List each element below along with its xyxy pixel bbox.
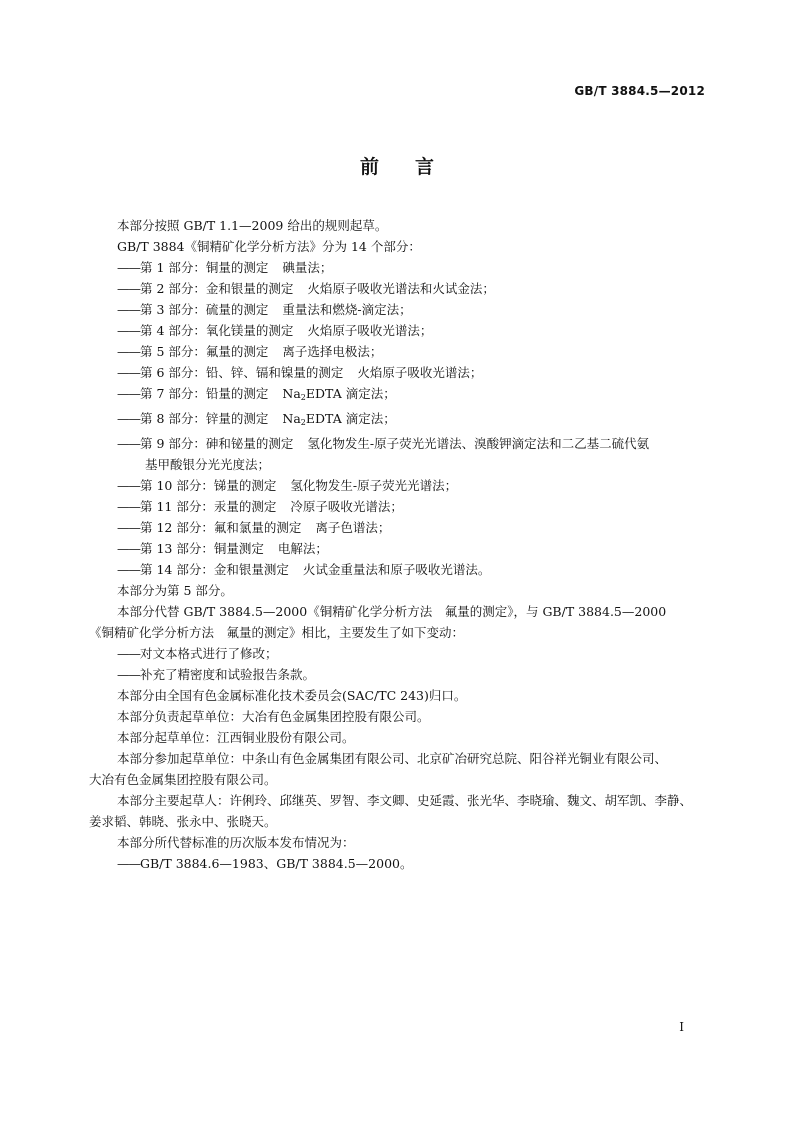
part-label: 第 13 部分：铜量测定 [140,541,264,556]
title-char-1: 前 [359,156,379,178]
part-item: ——第 5 部分：氟量的测定 离子选择电极法； [117,344,383,359]
part-item: ——第 6 部分：铅、锌、镉和镍量的测定 火焰原子吸收光谱法； [117,365,483,380]
part-method: 火试金重量法和原子吸收光谱法。 [302,562,491,577]
paragraph-main-drafters-line2: 姜求韬、韩晓、张永中、张晓天。 [89,814,277,829]
part-item: ——第 7 部分：铅量的测定 $Na_2EDTA$ 滴定法； [117,386,396,402]
part-method: 离子选择电极法； [282,344,383,359]
part-item: ——第 14 部分：金和银量测定 火试金重量法和原子吸收光谱法。 [117,562,491,577]
part-label: 第 7 部分：铅量的测定 [140,386,269,401]
part-label: 第 4 部分：氧化镁量的测定 [140,323,294,338]
paragraph-replaces-line1: 本部分代替 GB/T 3884.5—2000《铜精矿化学分析方法 氟量的测定》，与 GB/T 3884.5—2000 [117,604,667,619]
part-item: ——第 13 部分：铜量测定 电解法； [117,541,328,556]
history-item: ——GB/T 3884.6—1983、GB/T 3884.5—2000。 [117,856,413,871]
part-label: 第 9 部分：砷和铋量的测定 [140,436,294,451]
part-method: 冷原子吸收光谱法； [290,499,403,514]
paragraph-history-intro: 本部分所代替标准的历次版本发布情况为： [117,835,355,850]
paragraph-participating-units-line1: 本部分参加起草单位：中条山有色金属集团有限公司、北京矿冶研究总院、阳谷祥光铜业有限公司、 [117,751,668,766]
change-item: ——补充了精密度和试验报告条款。 [117,667,316,682]
part-method: 氢化物发生-原子荧光光谱法； [290,478,458,493]
part-method: $Na_2EDTA$ 滴定法； [282,386,396,402]
part-item: ——第 9 部分：砷和铋量的测定 氢化物发生-原子荧光光谱法、溴酸钾滴定法和二乙基二硫代氨 基甲酸银分光光度法； [89,433,707,475]
part-label: 第 3 部分：硫量的测定 [140,302,269,317]
paragraph-committee: 本部分由全国有色金属标准化技术委员会(SAC/TC 243)归口。 [117,688,467,703]
page-title [0,152,794,179]
change-item: ——对文本格式进行了修改； [117,646,278,661]
paragraph-drafting-unit: 本部分起草单位：江西铜业股份有限公司。 [117,730,355,745]
part-item: ——第 11 部分：汞量的测定 冷原子吸收光谱法； [117,499,403,514]
part-label: 第 10 部分：锑量的测定 [140,478,277,493]
paragraph-participating-units-line2: 大冶有色金属集团控股有限公司。 [89,772,277,787]
part-label: 第 12 部分：氟和氯量的测定 [140,520,302,535]
part-label: 第 8 部分：锌量的测定 [140,411,269,426]
part-method: 氢化物发生-原子荧光光谱法、溴酸钾滴定法和二乙基二硫代氨 [307,436,650,451]
part-label: 第 6 部分：铅、锌、镉和镍量的测定 [140,365,344,380]
part-method: 火焰原子吸收光谱法和火试金法； [307,281,495,296]
part-method: $Na_2EDTA$ 滴定法； [282,411,396,427]
part-method: 电解法； [277,541,328,556]
part-label: 第 11 部分：汞量的测定 [140,499,277,514]
part-label: 第 5 部分：氟量的测定 [140,344,269,359]
paragraph-parts-intro: GB/T 3884《铜精矿化学分析方法》分为 14 个部分： [117,239,421,254]
part-method: 重量法和燃烧-滴定法； [282,302,412,317]
part-item: ——第 4 部分：氧化镁量的测定 火焰原子吸收光谱法； [117,323,433,338]
part-method: 离子色谱法； [315,520,391,535]
paragraph-main-drafters-line1: 本部分主要起草人：许俐玲、邱继英、罗智、李文卿、史延霞、张光华、李晓瑜、魏文、胡军凯、李静、 [117,793,693,808]
title-char-2: 言 [415,156,435,178]
standard-code: GB/T 3884.5—2012 [574,84,705,98]
page-number: I [679,1020,684,1034]
part-method: 碘量法； [282,260,333,275]
part-item: ——第 1 部分：铜量的测定 碘量法； [117,260,333,275]
paragraph-replaces-line2: 《铜精矿化学分析方法 氟量的测定》相比，主要发生了如下变动： [89,625,465,640]
part-label: 第 2 部分：金和银量的测定 [140,281,294,296]
part-item: ——第 3 部分：硫量的测定 重量法和燃烧-滴定法； [117,302,412,317]
paragraph-this-part: 本部分为第 5 部分。 [117,583,233,598]
part-label: 第 14 部分：金和银量测定 [140,562,289,577]
part-item: ——第 2 部分：金和银量的测定 火焰原子吸收光谱法和火试金法； [117,281,495,296]
part-item: ——第 12 部分：氟和氯量的测定 离子色谱法； [117,520,391,535]
part-method: 火焰原子吸收光谱法； [357,365,483,380]
paragraph-drafting-rule: 本部分按照 GB/T 1.1—2009 给出的规则起草。 [117,218,388,233]
part-label: 第 1 部分：铜量的测定 [140,260,269,275]
part-method: 火焰原子吸收光谱法； [307,323,433,338]
part-item: ——第 10 部分：锑量的测定 氢化物发生-原子荧光光谱法； [117,478,458,493]
parts-list [89,257,707,580]
paragraph-responsible-drafter: 本部分负责起草单位：大冶有色金属集团控股有限公司。 [117,709,430,724]
part-item: ——第 8 部分：锌量的测定 $Na_2EDTA$ 滴定法； [117,411,396,427]
part-method-continuation: 基甲酸银分光光度法； [145,457,271,472]
foreword-body [89,215,707,874]
